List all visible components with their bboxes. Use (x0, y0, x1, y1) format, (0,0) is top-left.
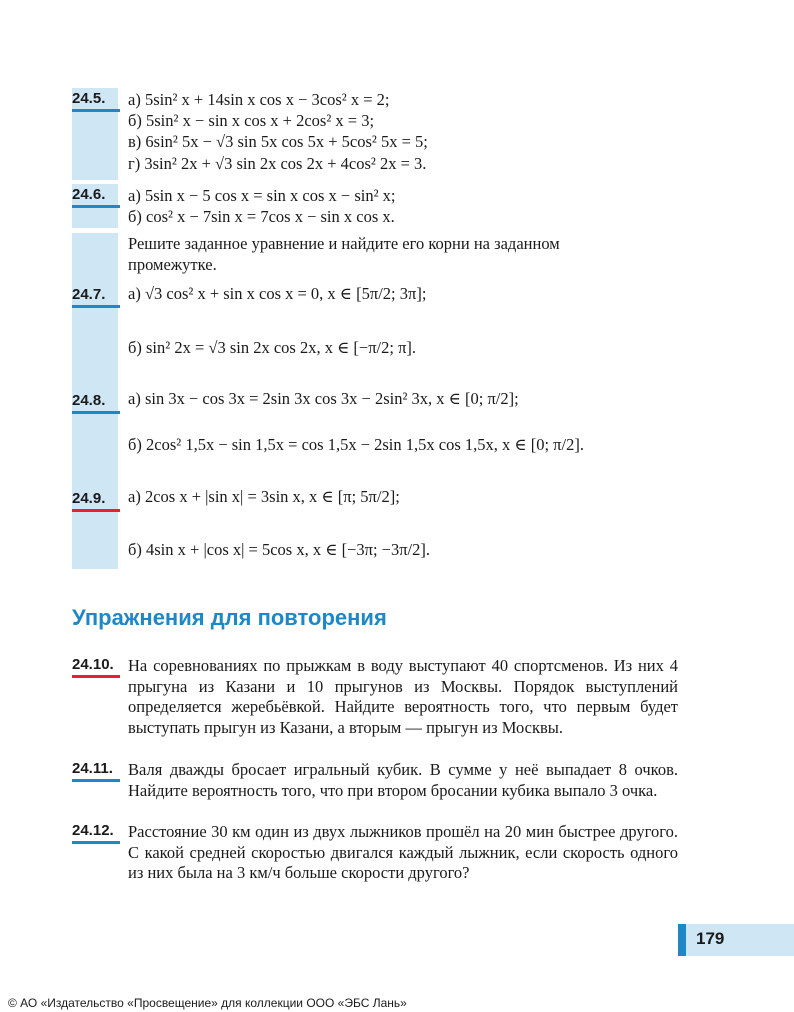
task-number: 24.10. (72, 656, 120, 678)
equation-line: а) √3 cos² x + sin x cos x = 0, x ∈ [5π/2; 3π]; (128, 284, 427, 303)
task-text: Валя дважды бросает игральный кубик. В сумме у неё выпадает 8 очков. Найдите вероятность того, что при втором бросании кубика выпало 3 очка. (128, 760, 678, 800)
copyright-notice: © АО «Издательство «Просвещение» для коллекции ООО «ЭБС Лань» (8, 996, 407, 1010)
task-number: 24.5. (72, 90, 120, 112)
task-text: Расстояние 30 км один из двух лыжников прошёл на 20 мин быстрее другого. С какой средней скоростью двигался каждый лыжник, если скорость одного из них была на 3 км/ч больше скорости другого? (128, 822, 678, 883)
instruction-text: промежутке. (128, 255, 217, 274)
equation-line: в) 6sin² 5x − √3 sin 5x cos 5x + 5cos² 5x = 5; (128, 132, 428, 151)
equation-line: а) 5sin x − 5 cos x = sin x cos x − sin² x; (128, 186, 396, 205)
instruction-text: Решите заданное уравнение и найдите его корни на заданном (128, 234, 560, 253)
equation-line: а) sin 3x − cos 3x = 2sin 3x cos 3x − 2sin² 3x, x ∈ [0; π/2]; (128, 389, 519, 408)
page-number-marker (678, 924, 686, 956)
equation-line: г) 3sin² 2x + √3 sin 2x cos 2x + 4cos² 2x = 3. (128, 154, 427, 173)
task-number: 24.8. (72, 392, 120, 414)
equation-line: б) cos² x − 7sin x = 7cos x − sin x cos x. (128, 207, 395, 226)
equation-line: б) sin² 2x = √3 sin 2x cos 2x, x ∈ [−π/2; π]. (128, 338, 417, 357)
task-number: 24.11. (72, 760, 120, 782)
task-number: 24.9. (72, 490, 120, 512)
task-number: 24.12. (72, 822, 120, 844)
equation-line: а) 2cos x + |sin x| = 3sin x, x ∈ [π; 5π/2]; (128, 487, 400, 506)
equation-line: а) 5sin² x + 14sin x cos x − 3cos² x = 2; (128, 90, 390, 109)
equation-line: б) 2cos² 1,5x − sin 1,5x = cos 1,5x − 2sin 1,5x cos 1,5x, x ∈ [0; π/2]. (128, 435, 584, 454)
section-title: Упражнения для повторения (72, 605, 387, 630)
task-number: 24.7. (72, 286, 120, 308)
task-number: 24.6. (72, 186, 120, 208)
task-text: На соревнованиях по прыжкам в воду выступают 40 спортсменов. Из них 4 прыгуна из Казани и 10 прыгунов из Москвы. Порядок выступлений определяется жеребьёвкой. Найдите вероятность того, что первым будет выступать прыгун из Казани, а вторым — прыгун из Москвы. (128, 656, 678, 737)
equation-line: б) 5sin² x − sin x cos x + 2cos² x = 3; (128, 111, 375, 130)
equation-line: б) 4sin x + |cos x| = 5cos x, x ∈ [−3π; −3π/2]. (128, 540, 430, 559)
page-number: 179 (696, 929, 725, 948)
